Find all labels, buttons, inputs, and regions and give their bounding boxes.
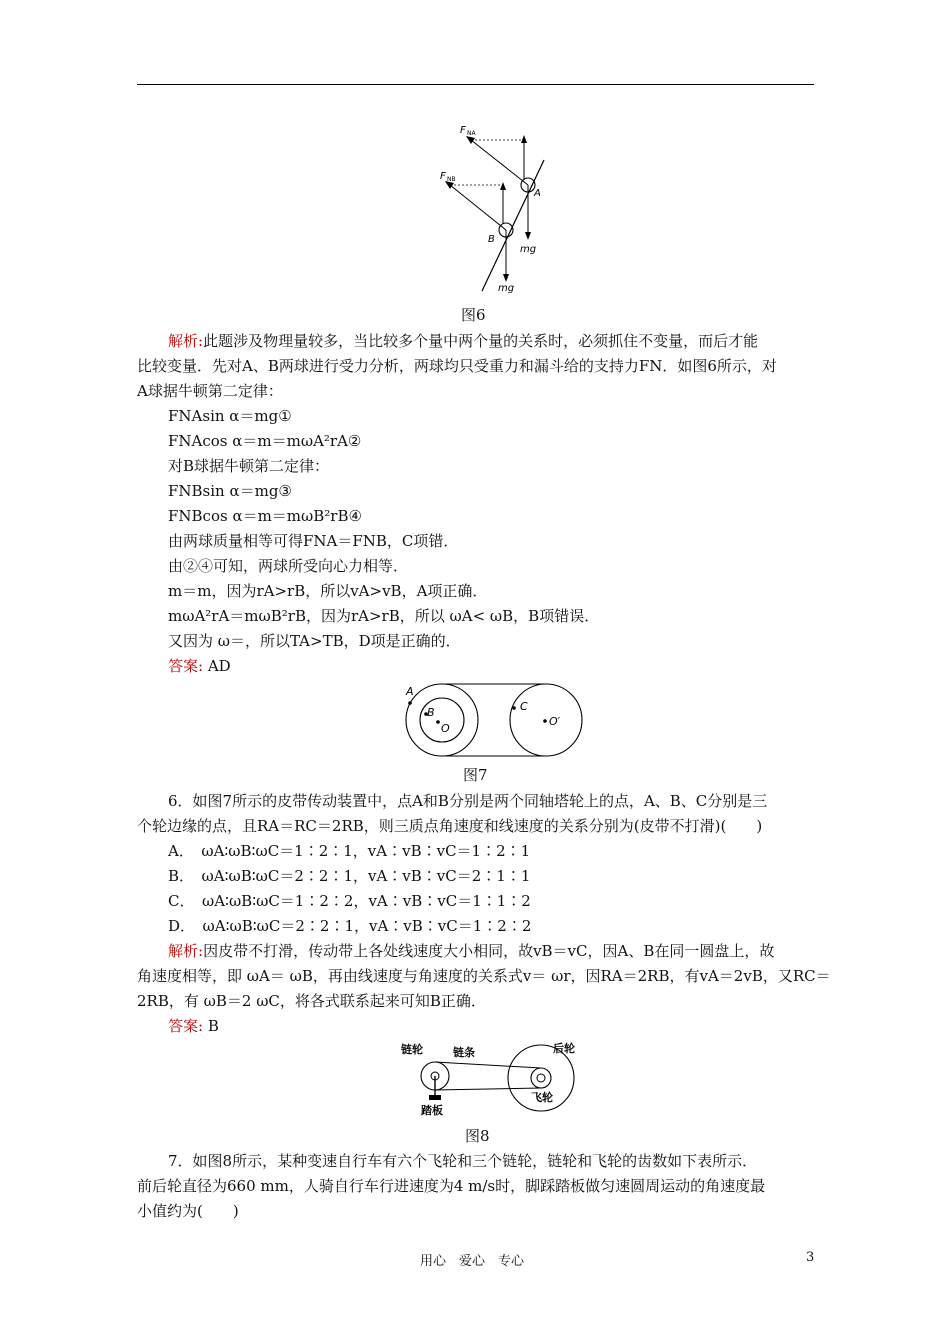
question6-line-1: 6．如图7所示的皮带传动装置中，点A和B分别是两个同轴塔轮上的点，A、B、C分别是三 xyxy=(168,792,768,810)
question7-line-2: 前后轮直径为660 mm，人骑自行车行进速度为4 m/s时，脚踩踏板做匀速圆周运动的角速度最 xyxy=(137,1177,766,1195)
answer6-value: B xyxy=(207,1017,219,1035)
analysis5-line-11: m＝m，因为rA>rB，所以vA>vB，A项正确． xyxy=(168,582,488,600)
analysis5-line-2: 比较变量．先对A、B两球进行受力分析，两球均只受重力和漏斗给的支持力FN．如图6所示，对 xyxy=(137,357,777,375)
fig6-label-fna: F xyxy=(460,125,466,136)
analysis5-eq-2: FNAcos α＝m＝mωA²rA② xyxy=(168,432,362,450)
fig8-label-chain: 链条 xyxy=(453,1046,475,1059)
question6-option-c: C． ωA∶ωB∶ωC＝1∶2∶2，vA∶vB∶vC＝1∶1∶2 xyxy=(168,892,531,910)
fig6-label-a: A xyxy=(534,188,541,199)
answer5-label: 答案: xyxy=(168,657,204,675)
analysis5-line-9: 由两球质量相等可得FNA＝FNB，C项错． xyxy=(168,532,459,550)
question6-option-b: B． ωA∶ωB∶ωC＝2∶2∶1，vA∶vB∶vC＝2∶1∶1 xyxy=(168,867,531,885)
fig7-label-b: B xyxy=(427,706,435,719)
fig8-label-rear: 后轮 xyxy=(553,1042,575,1055)
question6-option-a: A． ωA∶ωB∶ωC＝1∶2∶1，vA∶vB∶vC＝1∶2∶1 xyxy=(168,842,531,860)
figure-7-caption: 图7 xyxy=(463,766,488,784)
analysis5-line-13: 又因为 ω＝，所以TA>TB，D项是正确的． xyxy=(168,632,461,650)
fig8-label-chainring: 链轮 xyxy=(401,1043,423,1056)
fig6-label-fnb: F xyxy=(440,171,446,182)
analysis5-line-3: A球据牛顿第二定律： xyxy=(137,382,283,400)
analysis5-line-12: mωA²rA＝mωB²rB，因为rA>rB，所以 ωA< ωB，B项错误． xyxy=(168,607,600,625)
fig7-label-a: A xyxy=(406,685,414,698)
analysis6-text: 因皮带不打滑，传动带上各处线速度大小相同，故vB＝vC，因A、B在同一圆盘上，故 xyxy=(203,942,775,960)
footer-motto: 用心 爱心 专心 xyxy=(420,1254,525,1269)
analysis5-line-1 xyxy=(168,331,758,351)
analysis5-eq-4: FNBcos α＝m＝mωB²rB④ xyxy=(168,507,362,525)
question7-line-1: 7．如图8所示，某种变速自行车有六个飞轮和三个链轮，链轮和飞轮的齿数如下表所示． xyxy=(168,1152,758,1170)
fig6-label-b: B xyxy=(488,234,495,245)
question6-option-d: D． ωA∶ωB∶ωC＝2∶2∶1，vA∶vB∶vC＝1∶2∶2 xyxy=(168,917,532,935)
fig7-label-c: C xyxy=(520,700,528,713)
analysis5-eq-1: FNAsin α＝mg① xyxy=(168,407,292,425)
fig8-label-pedal: 踏板 xyxy=(421,1104,443,1117)
figure-7-diagram xyxy=(398,680,598,762)
fig6-label-fnb-sub: NB xyxy=(447,176,456,183)
fig7-label-o2: O′ xyxy=(549,715,561,728)
fig6-label-mg1: mg xyxy=(520,244,537,255)
figure-6-diagram xyxy=(420,118,570,296)
answer6-line xyxy=(168,1016,219,1036)
header-rule xyxy=(137,84,814,85)
figure-8-diagram xyxy=(395,1040,585,1122)
question6-line-2: 个轮边缘的点，且RA＝RC＝2RB，则三质点角速度和线速度的关系分别为(皮带不打滑)( ) xyxy=(137,817,763,835)
analysis5-eq-3: FNBsin α＝mg③ xyxy=(168,482,292,500)
analysis5-text: 此题涉及物理量较多，当比较多个量中两个量的关系时，必须抓住不变量，而后才能 xyxy=(203,332,759,350)
fig6-label-mg2: mg xyxy=(498,283,515,294)
answer6-label: 答案: xyxy=(168,1017,204,1035)
answer5-line xyxy=(168,656,231,676)
analysis6-line-3: 2RB，有 ωB＝2 ωC，将各式联系起来可知B正确． xyxy=(137,992,486,1010)
analysis6-line-2: 角速度相等，即 ωA＝ ωB，再由线速度与角速度的关系式v＝ ωr，因RA＝2RB，有vA＝2vB，又RC＝ xyxy=(137,967,831,985)
question7-line-3: 小值约为( ) xyxy=(137,1202,239,1220)
fig7-label-o: O xyxy=(441,722,450,735)
fig6-label-fna-sub: NA xyxy=(467,130,476,137)
figure-8-caption: 图8 xyxy=(465,1127,490,1145)
figure-6-caption: 图6 xyxy=(461,306,486,324)
answer5-value: AD xyxy=(207,657,231,675)
page-number: 3 xyxy=(806,1250,815,1265)
analysis5-line-10: 由②④可知，两球所受向心力相等． xyxy=(168,557,409,575)
analysis6-label: 解析: xyxy=(168,942,204,960)
analysis6-line-1 xyxy=(168,941,774,961)
fig8-label-flywheel: 飞轮 xyxy=(531,1091,553,1104)
analysis5-line-6: 对B球据牛顿第二定律： xyxy=(168,457,330,475)
analysis5-label: 解析: xyxy=(168,332,204,350)
